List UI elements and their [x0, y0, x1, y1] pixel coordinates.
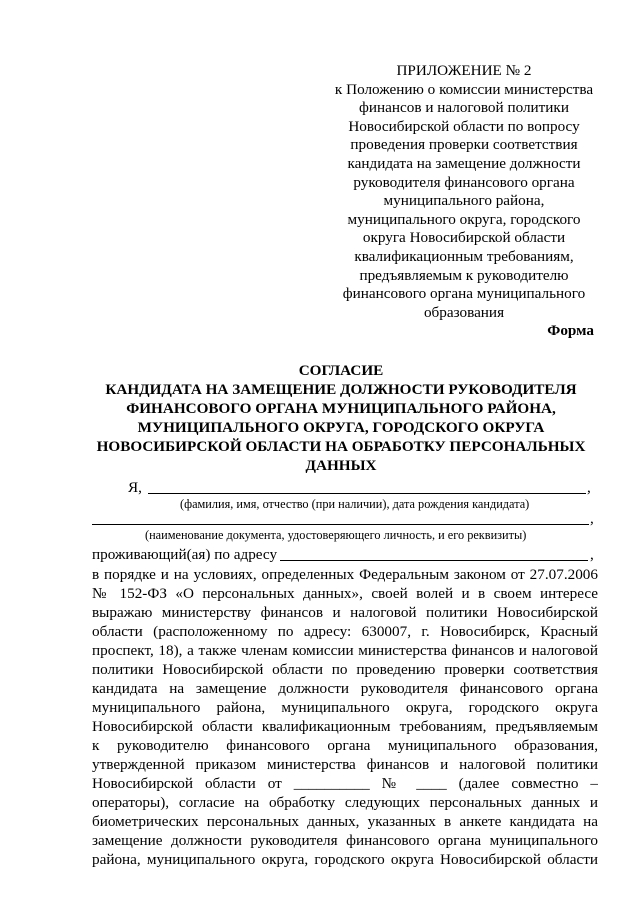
appendix-line: проведения проверки соответствия: [350, 136, 578, 154]
appendix-line: округа Новосибирской области: [362, 229, 566, 247]
appendix-block: [326, 62, 602, 322]
title-line: ФИНАНСОВОГО ОРГАНА МУНИЦИПАЛЬНОГО РАЙОНА,: [126, 400, 556, 417]
appendix-line: финансового органа муниципального: [342, 285, 586, 303]
appendix-line: к Положению о комиссии министерства: [334, 80, 594, 98]
title-line: МУНИЦИПАЛЬНОГО ОКРУГА, ГОРОДСКОГО ОКРУГА: [137, 419, 545, 436]
title-line: СОГЛАСИЕ: [298, 362, 384, 379]
body-line: района, муниципального округа, городского округа Новосибирской области: [92, 851, 598, 868]
appendix-line: Новосибирской области по вопросу: [348, 117, 580, 135]
form-label: Форма: [547, 322, 594, 339]
body-line: биометрических персональных данных, указанных в анкете кандидата на: [92, 813, 598, 830]
appendix-line: муниципального района,: [383, 192, 545, 210]
name-prefix: Я,: [128, 479, 142, 496]
body-line: утвержденной приказом министерства финансов и налоговой политики: [92, 756, 598, 773]
address-prefix: проживающий(ая) по адресу: [92, 546, 278, 563]
name-caption: (фамилия, имя, отчество (при наличии), дата рождения кандидата): [180, 497, 530, 511]
appendix-line: муниципального округа, городского: [347, 210, 581, 228]
appendix-line: образования: [423, 303, 505, 321]
body-line: № 152-ФЗ «О персональных данных», своей волей и в своем интересе: [92, 585, 598, 602]
body-line: Новосибирской области от __________ № ____ (далее совместно –: [92, 775, 598, 792]
body-line: кандидата на замещение должности руководителя финансового органа: [92, 680, 598, 697]
body-line: операторы), согласие на обработку следующих персональных данных и: [92, 794, 598, 811]
body-line: замещение должности руководителя финансового органа муниципального: [92, 832, 598, 849]
appendix-line: финансов и налоговой политики: [359, 99, 569, 117]
appendix-line: предъявляемым к руководителю: [359, 266, 569, 284]
appendix-line: руководителя финансового органа: [353, 173, 575, 191]
document-title: [88, 361, 594, 475]
document-caption: (наименование документа, удостоверяющего личность, и его реквизиты): [145, 528, 527, 542]
title-line: НОВОСИБИРСКОЙ ОБЛАСТИ НА ОБРАБОТКУ ПЕРСОНАЛЬНЫХ: [96, 438, 586, 455]
address-suffix: ,: [590, 546, 594, 563]
appendix-line: квалификационным требованиям,: [354, 247, 574, 265]
document-suffix: ,: [590, 510, 594, 527]
title-line: ДАННЫХ: [305, 457, 377, 474]
title-line: КАНДИДАТА НА ЗАМЕЩЕНИЕ ДОЛЖНОСТИ РУКОВОДИТЕЛЯ: [105, 381, 577, 398]
body-line: Новосибирской области квалификационным требованиям, предъявляемым: [92, 718, 598, 735]
name-field-line[interactable]: [148, 493, 586, 494]
address-field-line[interactable]: [280, 560, 588, 561]
appendix-heading: ПРИЛОЖЕНИЕ № 2: [396, 62, 532, 79]
body-line: проспект, 18), а также членам комиссии министерства финансов и налоговой: [92, 642, 598, 659]
body-line: в порядке и на условиях, определенных Федеральным законом от 27.07.2006: [92, 566, 598, 583]
body-line: муниципального района, муниципального округа, городского округа: [92, 699, 598, 716]
document-field-line[interactable]: [92, 524, 589, 525]
appendix-line: кандидата на замещение должности: [347, 154, 581, 172]
body-line: области (расположенному по адресу: 630007, г. Новосибирск, Красный: [92, 623, 598, 640]
body-line: выражаю министерству финансов и налоговой политики Новосибирской: [92, 604, 598, 621]
body-line: политики Новосибирской области по проведению проверки соответствия: [92, 661, 598, 678]
body-line: к руководителю финансового органа муниципального образования,: [92, 737, 598, 754]
name-suffix: ,: [587, 479, 591, 496]
